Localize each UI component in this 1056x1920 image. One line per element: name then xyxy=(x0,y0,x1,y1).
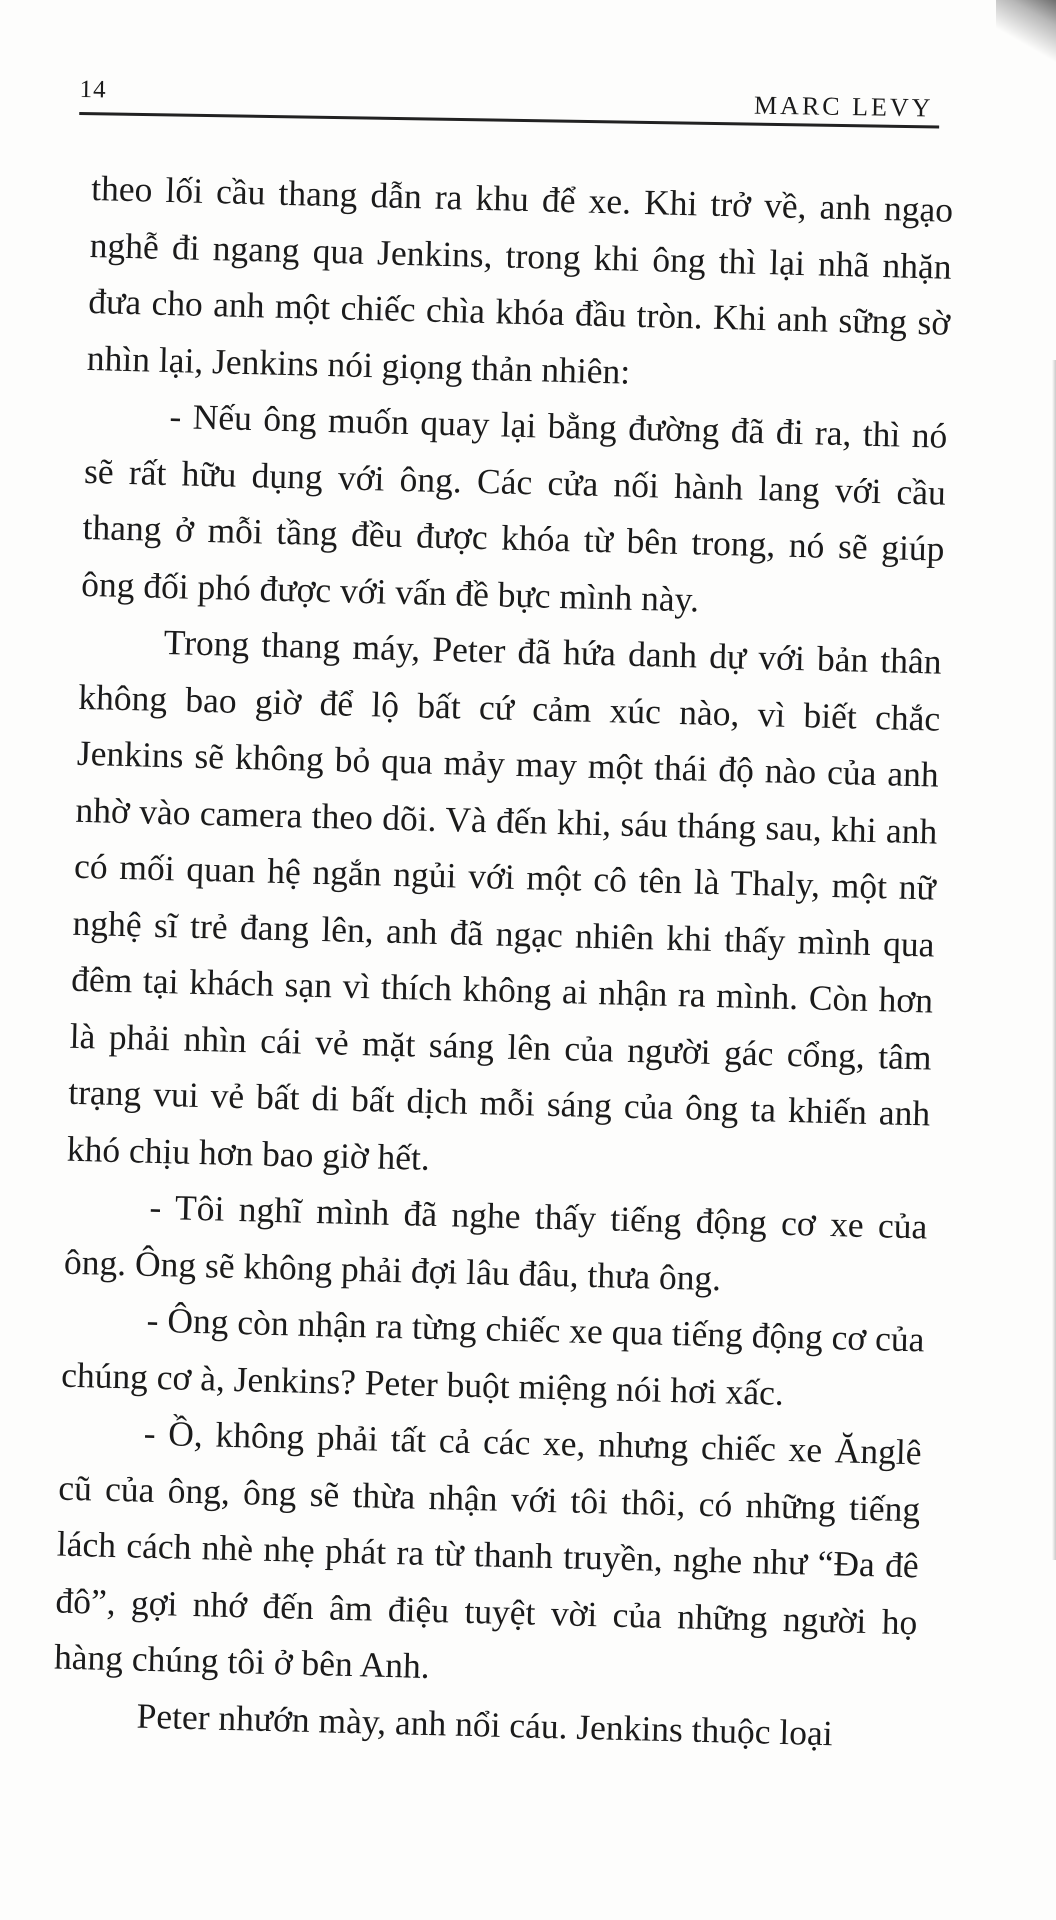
paragraph-last: Peter nhướn mày, anh nổi cáu. Jenkins thuộc loại xyxy=(136,1695,834,1753)
page-number: 14 xyxy=(79,75,107,104)
paragraph-dialogue: - Ồ, không phải tất cả các xe, nhưng chiếc xe Ănglê cũ của ông, ông sẽ thừa nhận với tôi thôi, có những tiếng lách cách nhè nhẹ phát ra từ thanh truyền, nghe như “Đa đê đô”, gợi nhớ đến âm điệu tuyệt vời của những người họ hàng chúng tôi ở bên Anh. xyxy=(53,1412,923,1687)
body-text xyxy=(52,160,954,1763)
paragraph-dialogue: - Ông còn nhận ra từng chiếc xe qua tiếng động cơ của chúng cơ à, Jenkins? Peter buột miệng nói hơi xấc. xyxy=(60,1299,925,1413)
page-corner-shadow xyxy=(996,0,1056,70)
paragraph-dialogue: - Tôi nghĩ mình đã nghe thấy tiếng động cơ xe của ông. Ông sẽ không phải đợi lâu đâu, thưa ông. xyxy=(63,1186,928,1298)
running-head-author: MARC LEVY xyxy=(753,90,934,123)
paragraph: Trong thang máy, Peter đã hứa danh dự với bản thân không bao giờ để lộ bất cứ cảm xúc nào, vì biết chắc Jenkins sẽ không bỏ qua mảy may một thái độ nào của anh nhờ vào camera theo dõi. Và đến khi, sáu tháng sau, khi anh có mối quan hệ ngắn ngủi với một cô tên là Thaly, một nữ nghệ sĩ trẻ đang lên, anh đã ngạc nhiên khi thấy mình qua đêm tại khách sạn vì thích không ai nhận ra mình. Còn hơn là phải nhìn cái vẻ mặt sáng lên của người gác cổng, tâm trạng vui vẻ bất di bất dịch mỗi sáng của ông ta khiến anh khó chịu hơn bao giờ hết. xyxy=(66,621,943,1178)
page-edge-shadow xyxy=(1052,360,1056,1560)
paragraph-dialogue: - Nếu ông muốn quay lại bằng đường đã đi ra, thì nó sẽ rất hữu dụng với ông. Các cửa nối hành lang với cầu thang ở mỗi tầng đều được khóa từ bên trong, nó sẽ giúp ông đối phó được với vấn đề bực mình này. xyxy=(80,396,948,619)
paragraph-continued: theo lối cầu thang dẫn ra khu để xe. Khi trở về, anh ngạo nghễ đi ngang qua Jenkins, trong khi ông thì lại nhã nhặn đưa cho anh một chiếc chìa khóa đầu tròn. Khi anh sững sờ nhìn lại, Jenkins nói giọng thản nhiên: xyxy=(86,167,954,392)
page-header xyxy=(79,66,940,140)
